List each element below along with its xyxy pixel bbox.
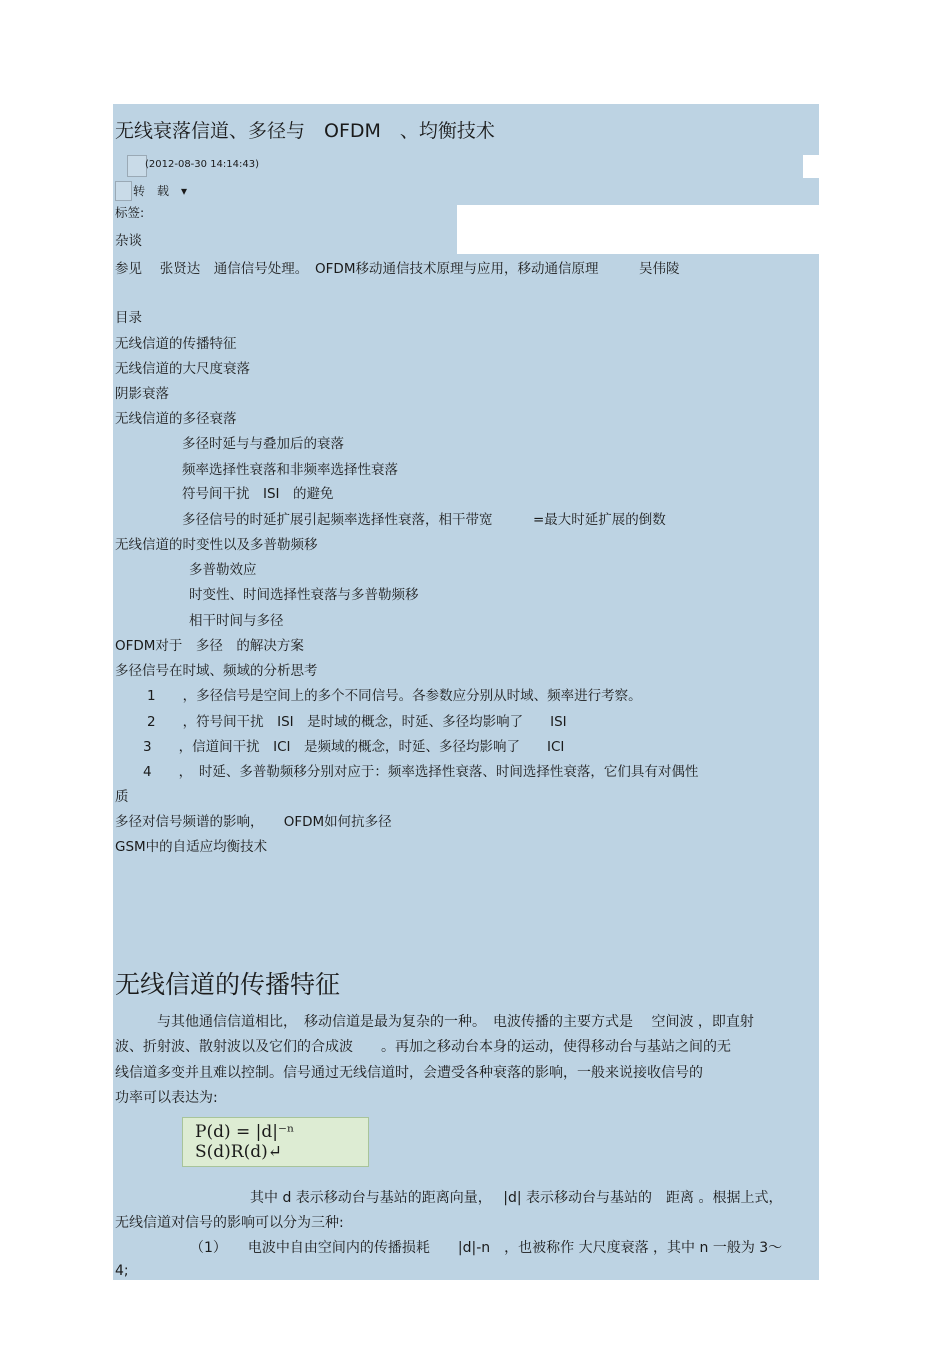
toc-item[interactable]: 阴影衰落 [115,386,169,402]
blank-panel-wide [457,205,819,254]
avatar-placeholder-icon [127,155,147,177]
section-heading: 无线信道的传播特征 [115,970,341,999]
toc-item[interactable]: 2 ，符号间干扰 ISI 是时域的概念，时延、多径均影响了 ISI [147,714,567,730]
toc-item[interactable]: 无线信道的传播特征 [115,336,237,352]
post-date: (2012-08-30 14:14:43) [145,159,260,170]
paragraph-line: 波、折射波、散射波以及它们的合成波 。再加之移动台本身的运动，使得移动台与基站之间的无 [115,1039,731,1055]
toc-item[interactable]: 4 ， 时延、多普勒频移分别对应于：频率选择性衰落、时间选择性衰落，它们具有对偶性 [143,764,699,780]
paragraph-line: 与其他通信信道相比， 移动信道是最为复杂的一种。 电波传播的主要方式是 空间波 ，即直射 [157,1014,754,1030]
paragraph-line: 其中 d 表示移动台与基站的距离向量， |d| 表示移动台与基站的 距离 。根据上式， [250,1190,783,1206]
toc-item[interactable]: OFDM对于 多径 的解决方案 [115,638,304,654]
toc-item[interactable]: 多径时延与与叠加后的衰落 [182,436,344,452]
toc-item[interactable]: 质 [115,789,129,805]
toc-item[interactable]: 无线信道的时变性以及多普勒频移 [115,537,318,553]
blank-panel [803,155,819,178]
toc-item[interactable]: 相干时间与多径 [189,613,284,629]
toc-item[interactable]: 3 ，信道间干扰 ICI 是频域的概念，时延、多径均影响了 ICI [143,739,565,755]
tags-label: 标签: [115,205,145,220]
toc-item[interactable]: 多径信号在时域、频域的分析思考 [115,663,318,679]
references-line: 参见 张贤达 通信信号处理。 OFDM移动通信技术原理与应用，移动通信原理 吴伟陵 [115,261,680,277]
toc-item[interactable]: 多径信号的时延扩展引起频率选择性衰落，相干带宽 =最大时延扩展的倒数 [182,512,666,528]
toc-item[interactable]: GSM中的自适应均衡技术 [115,839,268,855]
toc-item[interactable]: 多普勒效应 [189,562,257,578]
repost-icon [115,181,132,201]
toc-item[interactable]: 时变性、时间选择性衰落与多普勒频移 [189,587,419,603]
toc-item[interactable]: 符号间干扰 ISI 的避免 [182,486,334,502]
toc-item[interactable]: 1 ，多径信号是空间上的多个不同信号。各参数应分别从时域、频率进行考察。 [147,688,642,704]
paragraph-line: 功率可以表达为: [115,1090,218,1106]
formula-text: P(d) = |d|⁻ⁿ S(d)R(d)↵ [195,1122,295,1162]
repost-button[interactable]: 转 载 ▾ [133,184,188,198]
toc-label: 目录 [115,310,142,326]
article-title: 无线衰落信道、多径与 OFDM 、均衡技术 [115,120,495,142]
toc-item[interactable]: 频率选择性衰落和非频率选择性衰落 [182,462,398,478]
paragraph-line: 4; [115,1263,129,1279]
paragraph-line: 无线信道对信号的影响可以分为三种: [115,1215,344,1231]
toc-item[interactable]: 多径对信号频谱的影响， OFDM如何抗多径 [115,814,392,830]
toc-item[interactable]: 无线信道的多径衰落 [115,411,237,427]
toc-item[interactable]: 无线信道的大尺度衰落 [115,361,250,377]
paragraph-line: （1） 电波中自由空间内的传播损耗 |d|-n ，也被称作 大尺度衰落 ，其中 n 一般为 3～ [190,1240,783,1256]
tag-link[interactable]: 杂谈 [115,233,142,249]
formula-image [182,1117,369,1167]
paragraph-line: 线信道多变并且难以控制。信号通过无线信道时，会遭受各种衰落的影响，一般来说接收信号的 [115,1065,703,1081]
